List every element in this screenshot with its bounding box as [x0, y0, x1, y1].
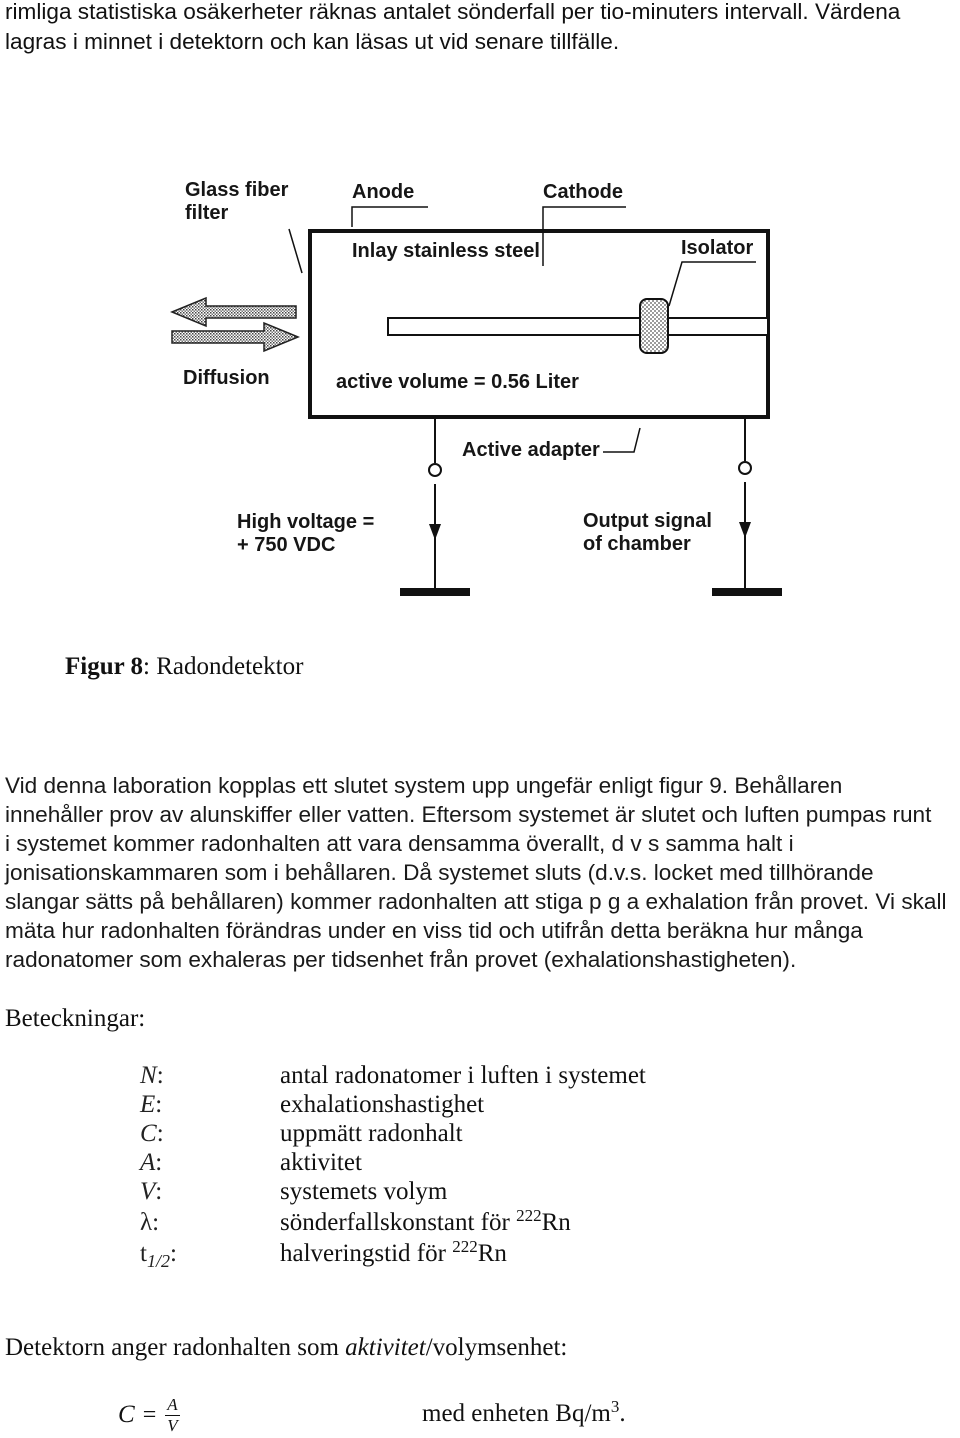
- notation-symbol: V:: [140, 1178, 163, 1205]
- notation-symbol: A:: [140, 1149, 163, 1176]
- caption-separator: :: [143, 653, 150, 680]
- notation-symbol: λ:: [140, 1209, 160, 1236]
- anode-rod: [388, 318, 640, 335]
- label-output-signal-2: of chamber: [583, 533, 691, 555]
- concentration-formula: [118, 1392, 180, 1438]
- notation-description: halveringstid för $^{222}$Rn: [280, 1237, 507, 1267]
- notation-item: [0, 1148, 960, 1178]
- paragraph-line: jonisationskammaren som i behållaren. Då systemet sluts (d.v.s. locket med tillhörande: [5, 860, 874, 885]
- label-cathode: Cathode: [543, 181, 623, 203]
- notation-symbol: E:: [140, 1091, 163, 1118]
- isolator-leader: [669, 262, 756, 306]
- half-life-subscript: 1/2: [146, 1251, 170, 1271]
- formula-fraction: [165, 1396, 179, 1435]
- body-paragraph: [5, 771, 947, 974]
- mass-number: 222: [516, 1206, 542, 1225]
- signal-ground-bar: [712, 588, 782, 596]
- notation-item: [0, 1090, 960, 1120]
- label-filter: filter: [185, 202, 229, 224]
- notation-item: [0, 1061, 960, 1091]
- notation-description: aktivitet: [280, 1149, 362, 1176]
- hv-terminal-icon: [429, 464, 441, 476]
- notation-symbol: $t_{1/2}$:: [140, 1240, 177, 1271]
- notation-description: antal radonatomer i luften i systemet: [280, 1062, 646, 1089]
- notation-item: [0, 1208, 960, 1238]
- signal-terminal-icon: [739, 462, 751, 474]
- activity-intro: Detektorn anger radonhalten som aktivitet/volymsenhet:: [5, 1334, 568, 1361]
- notation-description: sönderfallskonstant för $^{222}$Rn: [280, 1206, 571, 1236]
- label-high-voltage: High voltage =: [237, 511, 375, 533]
- label-active-volume: active volume = 0.56 Liter: [336, 371, 579, 393]
- active-adapter-leader: [603, 428, 640, 452]
- notation-item: [0, 1177, 960, 1207]
- label-isolator: Isolator: [681, 237, 754, 259]
- paragraph-line: Vid denna laboration kopplas ett slutet system upp ungefär enligt figur 9. Behållaren: [5, 773, 843, 798]
- notation-heading: Beteckningar:: [5, 1005, 146, 1032]
- signal-arrow-icon: [739, 522, 751, 538]
- label-output-signal: Output signal: [583, 510, 712, 532]
- paragraph-line: innehåller prov av alunskiffer eller vatten. Eftersom systemet är slutet och luften pumpas runt: [5, 802, 932, 827]
- glass-fiber-leader: [289, 229, 302, 273]
- caption-text: Radondetektor: [156, 653, 304, 680]
- figure-caption: [65, 652, 303, 682]
- unit-text: med enheten $Bq/m^3$.: [422, 1397, 626, 1427]
- paragraph-line: radonatomer som exhaleras per tidsenhet från provet (exhalationshastigheten).: [5, 947, 797, 972]
- radon-detector-diagram: [0, 0, 960, 620]
- anode-feedthrough: [668, 318, 768, 335]
- notation-symbol: N:: [140, 1062, 164, 1089]
- formula-numerator: A: [167, 1394, 178, 1414]
- formula-lhs: C: [118, 1401, 135, 1428]
- formula-denominator: V: [167, 1415, 178, 1435]
- diffusion-arrow-in-icon: [172, 323, 298, 351]
- label-anode: Anode: [352, 181, 415, 203]
- anode-leader: [352, 207, 428, 227]
- label-active-adapter: Active adapter: [462, 439, 600, 461]
- unit-exponent: 3: [610, 1397, 620, 1416]
- paragraph-line: slangar sätts på behållaren) kommer radonhalten att stiga p g a exhalation från provet. Vi skall: [5, 889, 947, 914]
- formula-equals: =: [142, 1401, 157, 1428]
- hv-arrow-icon: [429, 524, 441, 540]
- intro-line: rimliga statistiska osäkerheter räknas antalet sönderfall per tio-minuters intervall. Värdena: [5, 0, 901, 24]
- mass-number: 222: [452, 1237, 478, 1256]
- diffusion-arrow-out-icon: [172, 298, 296, 326]
- intro-line: lagras i minnet i detektorn och kan läsas ut vid senare tillfälle.: [5, 29, 620, 54]
- cathode-leader: [543, 207, 626, 266]
- notation-item: [0, 1119, 960, 1149]
- caption-label: Figur 8: [65, 653, 144, 680]
- label-glass-fiber: Glass fiber: [185, 179, 289, 201]
- label-diffusion: Diffusion: [183, 367, 270, 389]
- paragraph-line: mäta hur radonhalten förändras under en viss tid och utifrån detta beräkna hur många: [5, 918, 863, 943]
- notation-description: systemets volym: [280, 1178, 448, 1205]
- label-inlay: Inlay stainless steel: [352, 240, 540, 262]
- activity-emphasis: aktivitet: [345, 1334, 426, 1361]
- notation-description: exhalationshastighet: [280, 1091, 485, 1118]
- notation-item: [0, 1239, 960, 1269]
- hv-ground-bar: [400, 588, 470, 596]
- paragraph-line: i systemet kommer radonhalten att vara densamma överallt, d v s samma halt i: [5, 831, 794, 856]
- label-high-voltage-value: + 750 VDC: [237, 534, 336, 556]
- isolator-block: [640, 299, 668, 353]
- notation-description: uppmätt radonhalt: [280, 1120, 463, 1147]
- notation-symbol: C:: [140, 1120, 164, 1147]
